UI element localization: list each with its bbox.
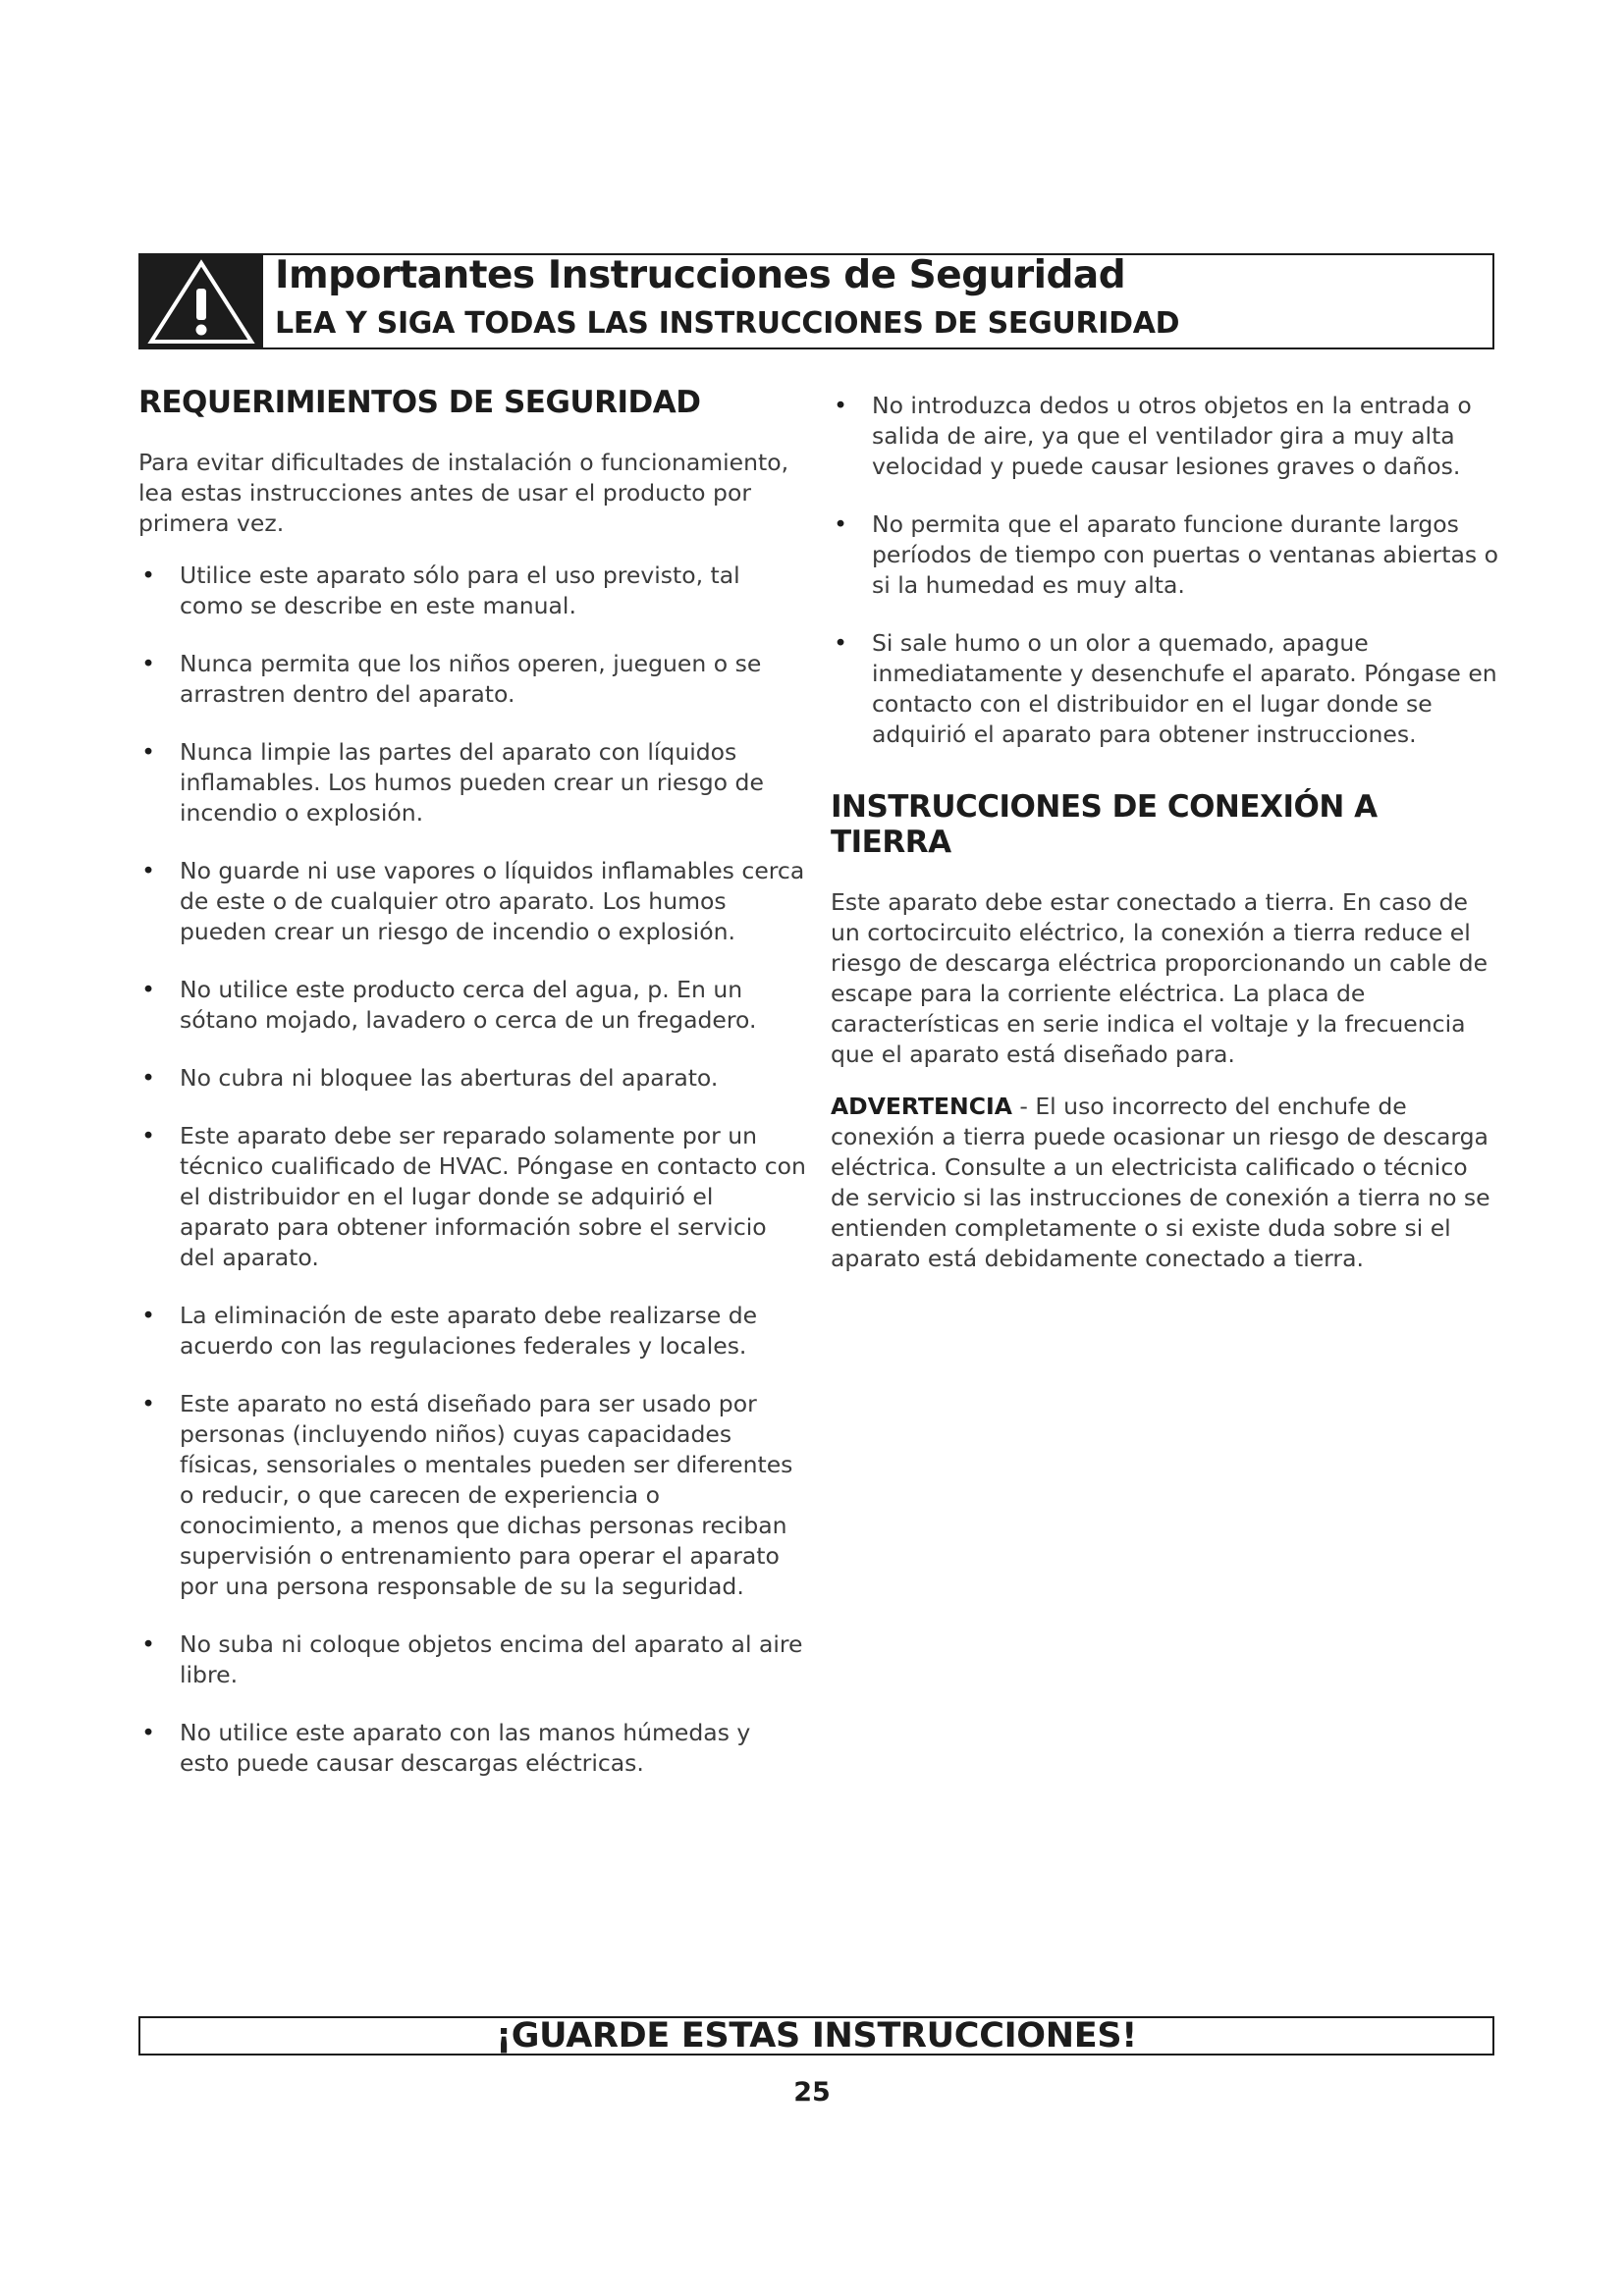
- bullet-icon: •: [141, 650, 155, 677]
- list-item-text: No permita que el aparato funcione durante largos períodos de tiempo con puertas o ventanas abiertas o si la humedad es muy alta.: [872, 510, 1498, 599]
- warning-label: ADVERTENCIA: [831, 1093, 1012, 1120]
- bullet-icon: •: [141, 1630, 155, 1658]
- list-item-text: Nunca limpie las partes del aparato con líquidos inflamables. Los humos pueden crear un riesgo de incendio o explosión.: [180, 738, 764, 827]
- bullet-icon: •: [141, 561, 155, 589]
- list-item-text: No suba ni coloque objetos encima del aparato al aire libre.: [180, 1630, 803, 1688]
- list-item-text: Si sale humo o un olor a quemado, apague inmediatamente y desenchufe el aparato. Póngase en contacto con el distribuidor en el lugar donde se adquirió el aparato para obtener instrucciones.: [872, 629, 1497, 748]
- list-item: [138, 561, 806, 621]
- bullet-icon: •: [141, 1064, 155, 1092]
- list-item-text: No guarde ni use vapores o líquidos inflamables cerca de este o de cualquier otro aparato. Los humos pueden crear un riesgo de incendio o explosión.: [180, 857, 805, 945]
- list-item-text: No utilice este aparato con las manos húmedas y esto puede causar descargas eléctricas.: [180, 1719, 751, 1777]
- list-item-text: No utilice este producto cerca del agua, p. En un sótano mojado, lavadero o cerca de un fregadero.: [180, 976, 757, 1034]
- list-item-text: La eliminación de este aparato debe realizarse de acuerdo con las regulaciones federales y locales.: [180, 1302, 758, 1360]
- warning-text: - El uso incorrecto del enchufe de conexión a tierra puede ocasionar un riesgo de descarga eléctrica. Consulte a un electricista calificado o técnico de servicio si las instrucciones de conexión a tierra no se entienden completamente o si existe duda sobre si el aparato está debidamente conectado a tierra.: [831, 1093, 1490, 1272]
- list-item: [138, 975, 806, 1036]
- save-instructions-text: ¡GUARDE ESTAS INSTRUCCIONES!: [496, 2016, 1137, 2056]
- page-number: 25: [793, 2077, 831, 2108]
- list-item-text: No cubra ni bloquee las aberturas del aparato.: [180, 1064, 719, 1092]
- list-item: [138, 1063, 806, 1094]
- bullet-icon: •: [141, 1302, 155, 1329]
- list-item-text: Este aparato debe ser reparado solamente por un técnico cualificado de HVAC. Póngase en contacto con el distribuidor en el lugar donde se adquirió el aparato para obtener información sobre el servicio del aparato.: [180, 1122, 806, 1271]
- save-instructions-banner: [138, 2016, 1494, 2056]
- list-item-text: Este aparato no está diseñado para ser usado por personas (incluyendo niños) cuyas capacidades físicas, sensoriales o mentales pueden ser diferentes o reducir, o que carecen de experiencia o conocimiento, a menos que dichas personas reciban supervisión o entrenamiento para operar el aparato por una persona responsable de su la seguridad.: [180, 1390, 793, 1600]
- bullet-icon: •: [141, 976, 155, 1003]
- safety-bullet-list: [138, 561, 806, 1779]
- safety-header: [138, 253, 1494, 349]
- safety-bullet-list-continued: [831, 391, 1498, 750]
- list-item: [138, 1629, 806, 1690]
- list-item: [831, 391, 1498, 482]
- bullet-icon: •: [141, 1390, 155, 1417]
- list-item: [138, 1121, 806, 1273]
- bullet-icon: •: [141, 1122, 155, 1149]
- safety-requirements-heading: REQUERIMIENTOS DE SEGURIDAD: [138, 385, 701, 420]
- list-item-text: No introduzca dedos u otros objetos en la entrada o salida de aire, ya que el ventilador gira a muy alta velocidad y puede causar lesiones graves o daños.: [872, 392, 1472, 480]
- bullet-icon: •: [141, 1719, 155, 1746]
- list-item: [138, 856, 806, 947]
- grounding-paragraph: Este aparato debe estar conectado a tierra. En caso de un cortocircuito eléctrico, la conexión a tierra reduce el riesgo de descarga eléctrica proporcionando un cable de escape para la corriente eléctrica. La placa de características en serie indica el voltaje y la frecuencia que el aparato está diseñado para.: [831, 888, 1489, 1068]
- header-title: Importantes Instrucciones de Seguridad: [275, 253, 1126, 297]
- list-item-text: Nunca permita que los niños operen, jueguen o se arrastren dentro del aparato.: [180, 650, 762, 708]
- list-item: [138, 737, 806, 828]
- list-item: [138, 1301, 806, 1362]
- intro-paragraph: Para evitar dificultades de instalación o funcionamiento, lea estas instrucciones antes de usar el producto por primera vez.: [138, 449, 789, 537]
- list-item: [831, 509, 1498, 601]
- left-column: [138, 385, 806, 1806]
- right-column: [831, 391, 1498, 1296]
- list-item: [138, 649, 806, 710]
- bullet-icon: •: [834, 392, 847, 419]
- bullet-icon: •: [141, 738, 155, 766]
- bullet-icon: •: [141, 857, 155, 884]
- bullet-icon: •: [834, 510, 847, 538]
- list-item-text: Utilice este aparato sólo para el uso previsto, tal como se describe en este manual.: [180, 561, 740, 619]
- warning-triangle-icon: [140, 255, 263, 347]
- bullet-icon: •: [834, 629, 847, 657]
- list-item: [138, 1718, 806, 1779]
- grounding-instructions-heading: INSTRUCCIONES DE CONEXIÓN A TIERRA: [831, 789, 1378, 860]
- header-subtitle: LEA Y SIGA TODAS LAS INSTRUCCIONES DE SEGURIDAD: [275, 306, 1180, 341]
- list-item: [831, 628, 1498, 750]
- list-item: [138, 1389, 806, 1602]
- warning-paragraph: [831, 1092, 1498, 1274]
